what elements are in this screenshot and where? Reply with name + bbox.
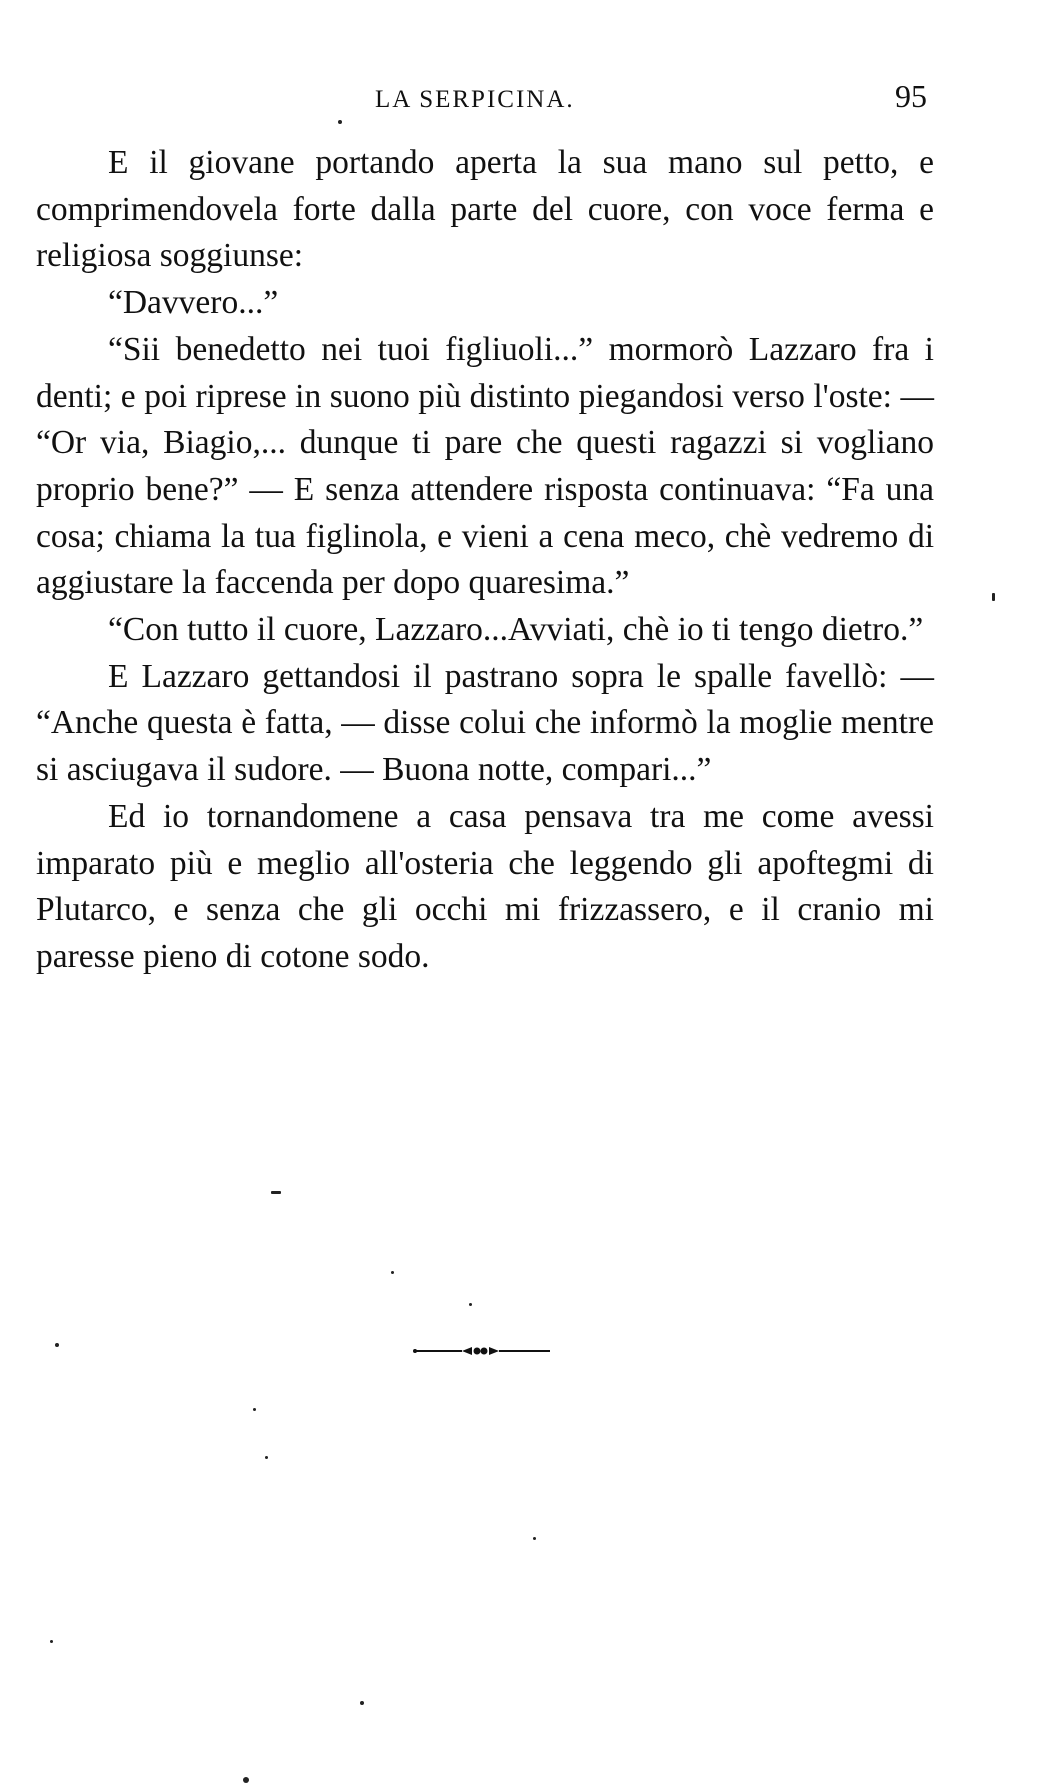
running-head xyxy=(0,78,1064,118)
paragraph-3: “Sii benedetto nei tuoi figliuoli...” mormorò Lazzaro fra i denti; e poi riprese in suono più distinto piegandosi verso l'oste: — “Or via, Biagio,... dunque ti pare che questi ragazzi si vogliano proprio bene?” — E senza attendere risposta continuava: “Fa una cosa; chiama la tua figlinola, e vieni a cena meco, chè vedremo di aggiustare la faccenda per dopo quaresima.” xyxy=(36,330,934,602)
tailpiece-ornament-icon xyxy=(412,1345,552,1357)
print-speck xyxy=(533,1537,536,1540)
print-speck xyxy=(271,1191,281,1194)
print-speck xyxy=(360,1701,364,1705)
print-speck xyxy=(243,1777,249,1783)
page-number: 95 xyxy=(895,78,927,114)
paragraph-4: “Con tutto il cuore, Lazzaro...Avviati, chè io ti tengo dietro.” xyxy=(108,611,924,649)
print-speck xyxy=(391,1271,394,1274)
print-speck xyxy=(469,1303,472,1306)
paragraph-2: “Davvero...” xyxy=(108,284,279,322)
print-speck xyxy=(338,120,342,124)
paragraph-1: E il giovane portando aperta la sua mano sul petto, e comprimendovela forte dalla parte del cuore, con voce ferma e religiosa soggiunse: xyxy=(36,144,934,275)
print-speck xyxy=(55,1343,59,1347)
print-speck xyxy=(50,1640,53,1643)
paragraph-5: E Lazzaro gettandosi il pastrano sopra le spalle favellò: — “Anche questa è fatta, — disse colui che informò la moglie mentre si asciugava il sudore. — Buona notte, compari...” xyxy=(36,657,934,789)
body-text xyxy=(36,140,934,981)
print-speck xyxy=(265,1456,268,1459)
print-speck xyxy=(253,1408,256,1411)
print-speck xyxy=(992,593,995,601)
running-title: LA SERPICINA. xyxy=(375,86,575,113)
paragraph-6: Ed io tornandomene a casa pensava tra me come avessi imparato più e meglio all'osteria che leggendo gli apoftegmi di Plutarco, e senza che gli occhi mi frizzassero, e il cranio mi paresse pieno di cotone sodo. xyxy=(36,797,934,975)
